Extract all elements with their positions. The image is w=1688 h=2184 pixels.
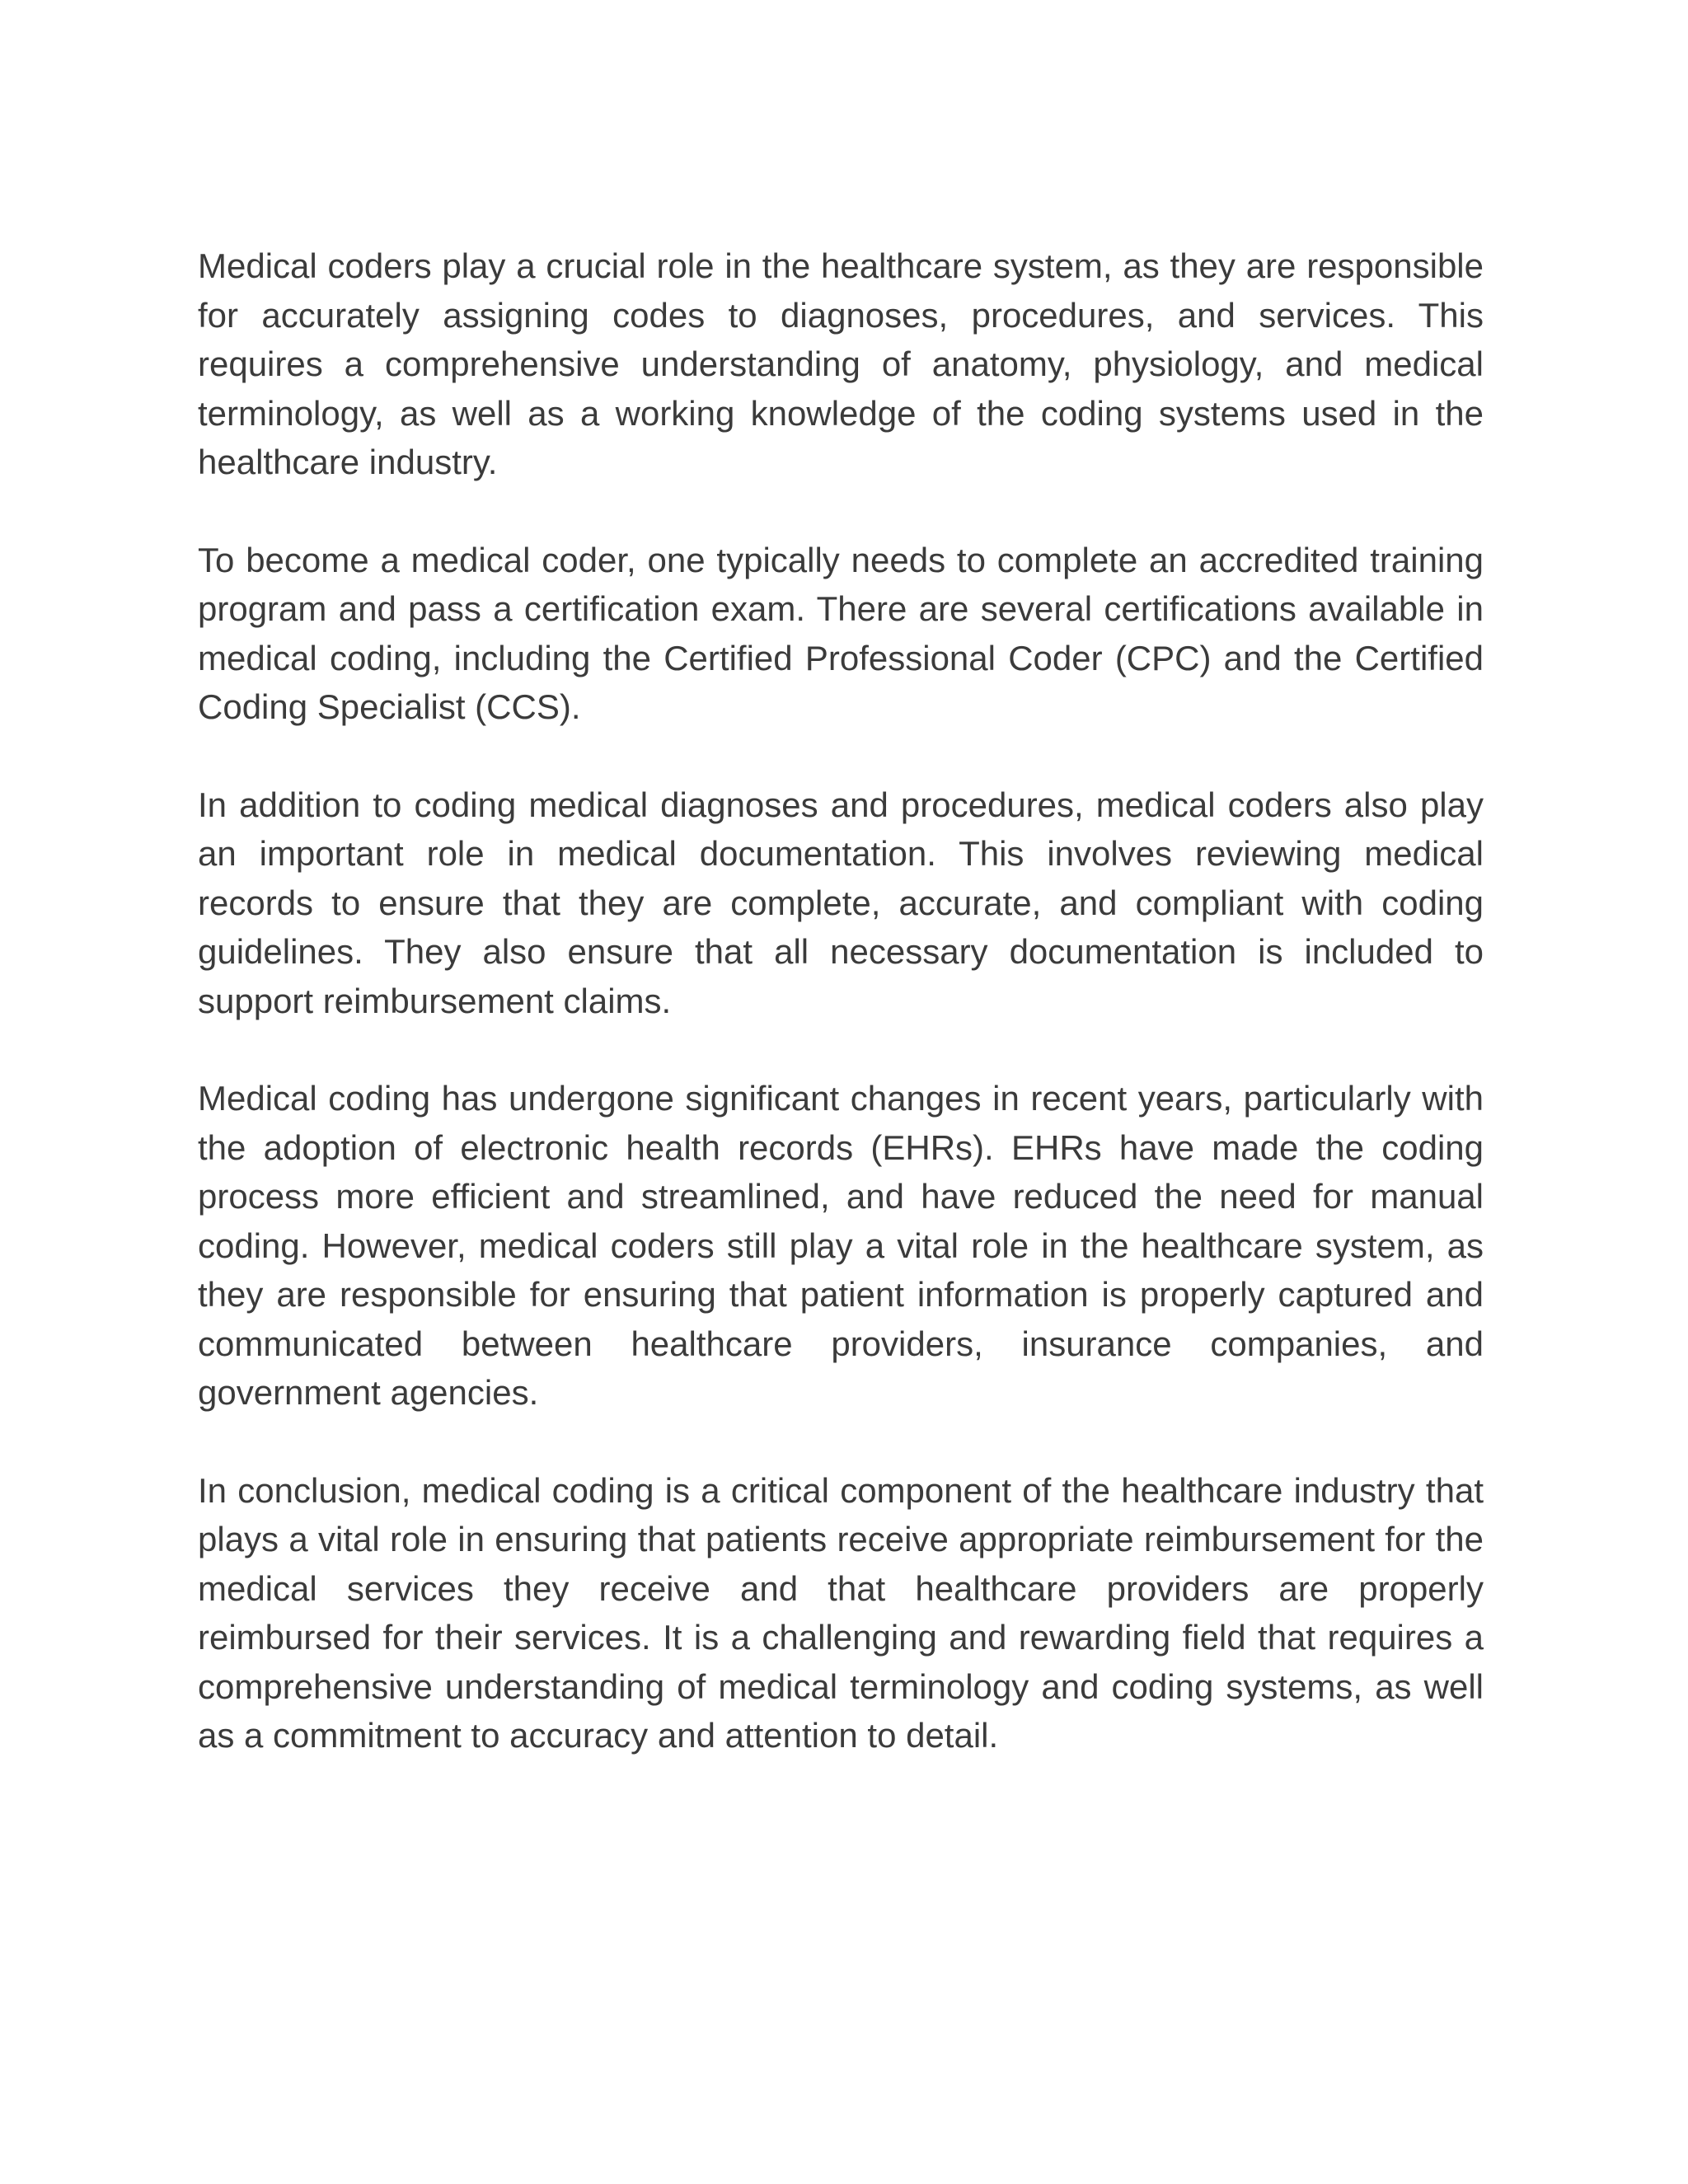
paragraph: Medical coders play a crucial role in the healthcare system, as they are responsible for accurately assigning codes to diagnoses, procedures, and services. This requires a comprehensive understanding of anatomy, physiology, and medical terminology, as well as a working knowledge of the coding systems used in the healthcare industry. <box>198 246 1484 481</box>
paragraph: Medical coding has undergone significant changes in recent years, particularly with the adoption of electronic health records (EHRs). EHRs have made the coding process more efficient and streamlined, and have reduced the need for manual coding. However, medical coders still play a vital role in the healthcare system, as they are responsible for ensuring that patient information is properly captured and communicated between healthcare providers, insurance companies, and government agencies. <box>198 1079 1484 1412</box>
document-body <box>198 241 1484 1809</box>
paragraph: In conclusion, medical coding is a critical component of the healthcare industry that plays a vital role in ensuring that patients receive appropriate reimbursement for the medical services they receive and that healthcare providers are properly reimbursed for their services. It is a challenging and rewarding field that requires a comprehensive understanding of medical terminology and coding systems, as well as a commitment to accuracy and attention to detail. <box>198 1470 1484 1755</box>
paragraph: To become a medical coder, one typically needs to complete an accredited training program and pass a certification exam. There are several certifications available in medical coding, including the Certified Professional Coder (CPC) and the Certified Coding Specialist (CCS). <box>198 540 1484 726</box>
paragraph: In addition to coding medical diagnoses and procedures, medical coders also play an important role in medical documentation. This involves reviewing medical records to ensure that they are complete, accurate, and compliant with coding guidelines. They also ensure that all necessary documentation is included to support reimbursement claims. <box>198 785 1484 1020</box>
